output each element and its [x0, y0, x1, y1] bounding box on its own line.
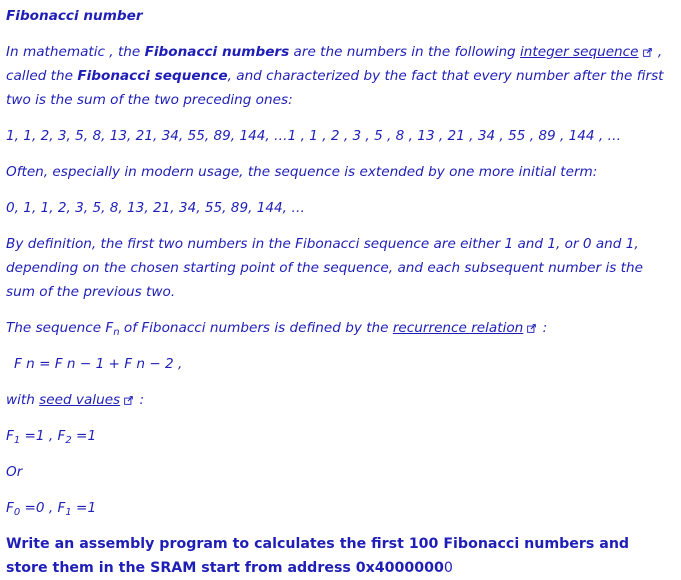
fibonacci-numbers-term: Fibonacci numbers [144, 44, 290, 60]
recurrence-subscript: n [113, 327, 120, 338]
sequence-one: 1, 1, 2, 3, 5, 8, 13, 21, 34, 55, 89, 144, …1 , 1 , 2 , 3 , 5 , 8 , 13 , 21 , 34 , 55 , 89 , 144 , … [6, 128, 622, 144]
or-text: Or [6, 464, 23, 480]
external-link-icon[interactable] [527, 324, 536, 333]
seed-b-v2: =1 [71, 500, 97, 516]
fibonacci-sequence-term: Fibonacci sequence [77, 68, 228, 84]
intro-text-2: are the numbers in the following [289, 44, 521, 60]
recurrence-paragraph [6, 316, 675, 340]
seed-text-2: : [135, 392, 145, 408]
seed-a-v1: =1 , [20, 428, 58, 444]
recurrence-text-2: of Fibonacci numbers is defined by the [119, 320, 393, 336]
external-link-icon[interactable] [124, 396, 133, 405]
task-tail: 0 [443, 560, 453, 576]
seed-a-f2: F [57, 428, 66, 444]
seed-b-f2: F [57, 500, 66, 516]
seed-text-1: with [6, 392, 40, 408]
extension-note: Often, especially in modern usage, the sequence is extended by one more initial term: [6, 164, 598, 180]
task-main: Write an assembly program to calculates the first 100 Fibonacci numbers and store them in the SRAM start from address 0x4000000 [6, 536, 630, 576]
seed-b-sub1: 0 [13, 507, 21, 518]
integer-sequence-link[interactable]: integer sequence [520, 44, 639, 60]
seed-b-sub2: 1 [65, 507, 72, 518]
intro-text-3: , called the [6, 44, 663, 84]
seed-b-v1: =0 , [20, 500, 58, 516]
assignment-task [6, 532, 675, 580]
seed-a-f1: F [6, 428, 14, 444]
seed-a-v2: =1 [71, 428, 97, 444]
recurrence-relation-link[interactable]: recurrence relation [392, 320, 524, 336]
page-title: Fibonacci number [6, 8, 143, 24]
seed-values-link[interactable]: seed values [39, 392, 121, 408]
seed-values-two [6, 496, 675, 520]
intro-text-4: , and characterized by the fact that every number after the first two is the sum of the two preceding ones: [6, 68, 664, 108]
seed-paragraph [6, 388, 675, 412]
intro-paragraph [6, 40, 675, 112]
definition-paragraph: By definition, the first two numbers in the Fibonacci sequence are either 1 and 1, or 0 and 1, depending on the chosen starting point of the sequence, and each subsequent number is the sum of the previous two. [6, 236, 643, 300]
seed-a-sub1: 1 [13, 435, 21, 446]
recurrence-formula: F n = F n − 1 + F n − 2 , [14, 356, 183, 372]
sequence-two: 0, 1, 1, 2, 3, 5, 8, 13, 21, 34, 55, 89, 144, … [6, 200, 305, 216]
external-link-icon[interactable] [643, 48, 652, 57]
recurrence-text-1: The sequence F [6, 320, 114, 336]
seed-b-f1: F [6, 500, 14, 516]
intro-text-1: In mathematic , the [6, 44, 145, 60]
seed-a-sub2: 2 [65, 435, 72, 446]
recurrence-text-3: : [538, 320, 548, 336]
seed-values-one [6, 424, 675, 448]
